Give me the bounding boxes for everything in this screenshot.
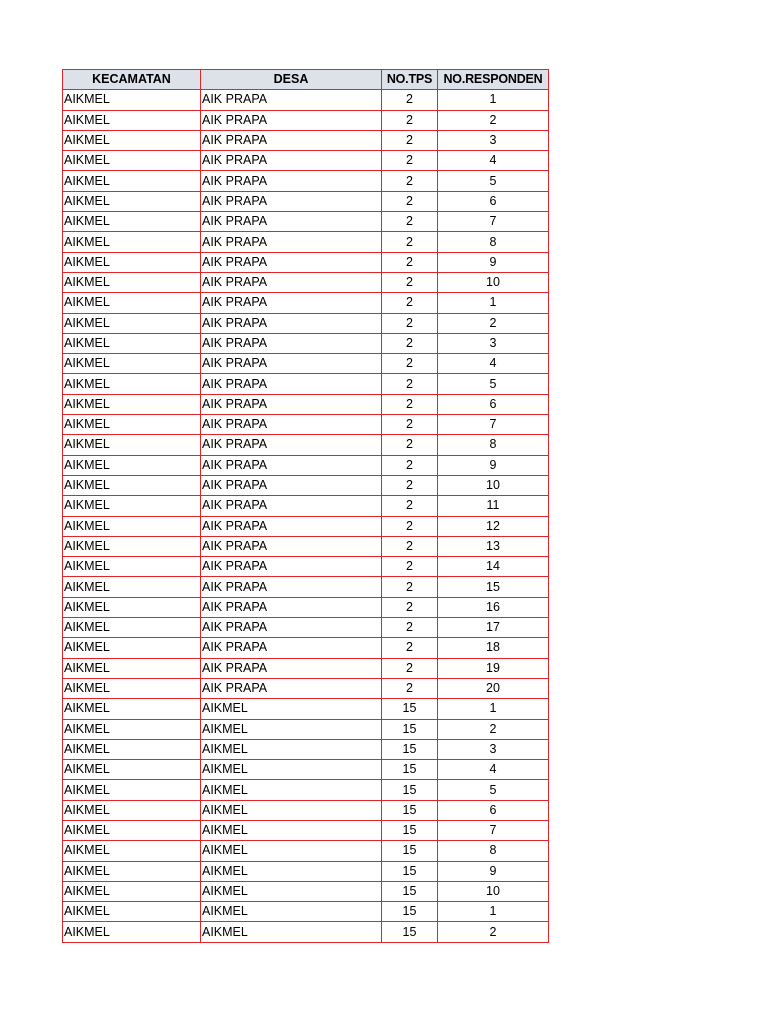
table-row	[63, 191, 549, 211]
cell-desa[interactable]: AIKMEL	[201, 760, 382, 780]
cell-kecamatan[interactable]: AIKMEL	[63, 902, 201, 922]
cell-no-responden[interactable]: 16	[438, 597, 549, 617]
cell-no-responden[interactable]: 9	[438, 455, 549, 475]
cell-no-responden[interactable]: 9	[438, 252, 549, 272]
cell-desa[interactable]: AIK PRAPA	[201, 90, 382, 110]
table-row	[63, 130, 549, 150]
cell-kecamatan[interactable]: AIKMEL	[63, 719, 201, 739]
table-row	[63, 536, 549, 556]
cell-desa[interactable]: AIK PRAPA	[201, 475, 382, 495]
cell-desa[interactable]: AIKMEL	[201, 699, 382, 719]
table-row	[63, 415, 549, 435]
cell-no-tps[interactable]: 15	[382, 719, 438, 739]
cell-kecamatan[interactable]: AIKMEL	[63, 354, 201, 374]
cell-no-tps[interactable]: 2	[382, 658, 438, 678]
cell-no-tps[interactable]: 15	[382, 902, 438, 922]
cell-no-responden[interactable]: 7	[438, 212, 549, 232]
cell-no-responden[interactable]: 5	[438, 780, 549, 800]
cell-kecamatan[interactable]: AIKMEL	[63, 455, 201, 475]
cell-no-tps[interactable]: 2	[382, 618, 438, 638]
cell-kecamatan[interactable]: AIKMEL	[63, 293, 201, 313]
cell-no-tps[interactable]: 2	[382, 475, 438, 495]
table-row	[63, 252, 549, 272]
cell-no-tps[interactable]: 15	[382, 760, 438, 780]
spreadsheet-page	[62, 69, 549, 943]
cell-kecamatan[interactable]: AIKMEL	[63, 800, 201, 820]
cell-no-responden[interactable]: 10	[438, 881, 549, 901]
cell-desa[interactable]: AIKMEL	[201, 719, 382, 739]
cell-kecamatan[interactable]: AIKMEL	[63, 658, 201, 678]
cell-no-tps[interactable]: 2	[382, 110, 438, 130]
cell-desa[interactable]: AIKMEL	[201, 902, 382, 922]
cell-no-responden[interactable]: 10	[438, 272, 549, 292]
cell-kecamatan[interactable]: AIKMEL	[63, 272, 201, 292]
table-row	[63, 455, 549, 475]
cell-kecamatan[interactable]: AIKMEL	[63, 577, 201, 597]
cell-no-responden[interactable]: 9	[438, 861, 549, 881]
cell-desa[interactable]: AIK PRAPA	[201, 638, 382, 658]
table-row	[63, 90, 549, 110]
cell-desa[interactable]: AIK PRAPA	[201, 212, 382, 232]
cell-no-tps[interactable]: 2	[382, 354, 438, 374]
table-row	[63, 475, 549, 495]
cell-kecamatan[interactable]: AIKMEL	[63, 881, 201, 901]
table-row	[63, 760, 549, 780]
table-row	[63, 333, 549, 353]
cell-kecamatan[interactable]: AIKMEL	[63, 861, 201, 881]
cell-no-responden[interactable]: 20	[438, 678, 549, 698]
cell-no-tps[interactable]: 15	[382, 780, 438, 800]
cell-no-tps[interactable]: 2	[382, 496, 438, 516]
cell-desa[interactable]: AIK PRAPA	[201, 354, 382, 374]
cell-kecamatan[interactable]: AIKMEL	[63, 496, 201, 516]
table-row	[63, 800, 549, 820]
cell-no-tps[interactable]: 2	[382, 374, 438, 394]
cell-kecamatan[interactable]: AIKMEL	[63, 212, 201, 232]
header-kecamatan: KECAMATAN	[63, 70, 201, 90]
cell-no-responden[interactable]: 3	[438, 333, 549, 353]
table-row	[63, 922, 549, 942]
cell-no-tps[interactable]: 15	[382, 861, 438, 881]
cell-desa[interactable]: AIK PRAPA	[201, 110, 382, 130]
cell-desa[interactable]: AIK PRAPA	[201, 232, 382, 252]
header-no-tps: NO.TPS	[382, 70, 438, 90]
cell-no-tps[interactable]: 2	[382, 536, 438, 556]
cell-kecamatan[interactable]: AIKMEL	[63, 90, 201, 110]
cell-no-responden[interactable]: 7	[438, 820, 549, 840]
table-row	[63, 780, 549, 800]
cell-no-tps[interactable]: 2	[382, 90, 438, 110]
cell-kecamatan[interactable]: AIKMEL	[63, 638, 201, 658]
cell-desa[interactable]: AIK PRAPA	[201, 678, 382, 698]
cell-kecamatan[interactable]: AIKMEL	[63, 618, 201, 638]
cell-no-tps[interactable]: 2	[382, 171, 438, 191]
cell-no-tps[interactable]: 2	[382, 678, 438, 698]
cell-desa[interactable]: AIK PRAPA	[201, 435, 382, 455]
cell-desa[interactable]: AIK PRAPA	[201, 597, 382, 617]
cell-desa[interactable]: AIK PRAPA	[201, 415, 382, 435]
cell-no-responden[interactable]: 18	[438, 638, 549, 658]
cell-no-tps[interactable]: 2	[382, 516, 438, 536]
cell-desa[interactable]: AIKMEL	[201, 841, 382, 861]
cell-no-responden[interactable]: 2	[438, 719, 549, 739]
cell-no-responden[interactable]: 6	[438, 800, 549, 820]
cell-kecamatan[interactable]: AIKMEL	[63, 475, 201, 495]
cell-no-responden[interactable]: 8	[438, 841, 549, 861]
cell-kecamatan[interactable]: AIKMEL	[63, 841, 201, 861]
cell-no-responden[interactable]: 2	[438, 313, 549, 333]
cell-desa[interactable]: AIK PRAPA	[201, 496, 382, 516]
cell-no-responden[interactable]: 4	[438, 151, 549, 171]
table-row	[63, 597, 549, 617]
cell-no-responden[interactable]: 6	[438, 394, 549, 414]
cell-desa[interactable]: AIK PRAPA	[201, 313, 382, 333]
cell-kecamatan[interactable]: AIKMEL	[63, 699, 201, 719]
cell-desa[interactable]: AIK PRAPA	[201, 272, 382, 292]
cell-desa[interactable]: AIK PRAPA	[201, 191, 382, 211]
cell-kecamatan[interactable]: AIKMEL	[63, 678, 201, 698]
cell-kecamatan[interactable]: AIKMEL	[63, 516, 201, 536]
table-row	[63, 881, 549, 901]
cell-no-tps[interactable]: 15	[382, 841, 438, 861]
header-desa: DESA	[201, 70, 382, 90]
cell-no-tps[interactable]: 2	[382, 130, 438, 150]
cell-no-responden[interactable]: 3	[438, 739, 549, 759]
cell-no-responden[interactable]: 12	[438, 516, 549, 536]
table-row	[63, 394, 549, 414]
table-row	[63, 902, 549, 922]
cell-no-tps[interactable]: 2	[382, 435, 438, 455]
cell-no-tps[interactable]: 2	[382, 415, 438, 435]
cell-no-responden[interactable]: 2	[438, 922, 549, 942]
table-row	[63, 658, 549, 678]
cell-kecamatan[interactable]: AIKMEL	[63, 435, 201, 455]
cell-no-tps[interactable]: 2	[382, 455, 438, 475]
cell-no-responden[interactable]: 1	[438, 293, 549, 313]
cell-no-tps[interactable]: 2	[382, 212, 438, 232]
cell-desa[interactable]: AIKMEL	[201, 861, 382, 881]
table-row	[63, 699, 549, 719]
respondent-table	[62, 69, 549, 943]
table-row	[63, 496, 549, 516]
cell-kecamatan[interactable]: AIKMEL	[63, 151, 201, 171]
cell-desa[interactable]: AIKMEL	[201, 820, 382, 840]
cell-desa[interactable]: AIK PRAPA	[201, 455, 382, 475]
cell-kecamatan[interactable]: AIKMEL	[63, 191, 201, 211]
cell-kecamatan[interactable]: AIKMEL	[63, 130, 201, 150]
cell-desa[interactable]: AIK PRAPA	[201, 333, 382, 353]
cell-kecamatan[interactable]: AIKMEL	[63, 313, 201, 333]
cell-no-tps[interactable]: 2	[382, 597, 438, 617]
header-row	[63, 70, 549, 90]
table-row	[63, 110, 549, 130]
cell-kecamatan[interactable]: AIKMEL	[63, 536, 201, 556]
cell-no-tps[interactable]: 15	[382, 800, 438, 820]
cell-desa[interactable]: AIK PRAPA	[201, 618, 382, 638]
table-row	[63, 841, 549, 861]
table-body	[63, 90, 549, 942]
cell-kecamatan[interactable]: AIKMEL	[63, 780, 201, 800]
cell-no-tps[interactable]: 2	[382, 577, 438, 597]
table-row	[63, 516, 549, 536]
table-row	[63, 354, 549, 374]
table-row	[63, 557, 549, 577]
table-row	[63, 171, 549, 191]
cell-no-tps[interactable]: 2	[382, 272, 438, 292]
cell-no-tps[interactable]: 2	[382, 557, 438, 577]
cell-no-tps[interactable]: 2	[382, 151, 438, 171]
cell-no-responden[interactable]: 1	[438, 90, 549, 110]
cell-desa[interactable]: AIK PRAPA	[201, 536, 382, 556]
cell-kecamatan[interactable]: AIKMEL	[63, 374, 201, 394]
cell-no-tps[interactable]: 2	[382, 313, 438, 333]
cell-no-tps[interactable]: 15	[382, 881, 438, 901]
table-row	[63, 739, 549, 759]
cell-no-tps[interactable]: 15	[382, 820, 438, 840]
cell-desa[interactable]: AIKMEL	[201, 922, 382, 942]
cell-kecamatan[interactable]: AIKMEL	[63, 394, 201, 414]
cell-no-responden[interactable]: 13	[438, 536, 549, 556]
cell-no-responden[interactable]: 17	[438, 618, 549, 638]
cell-no-responden[interactable]: 5	[438, 374, 549, 394]
cell-kecamatan[interactable]: AIKMEL	[63, 739, 201, 759]
cell-desa[interactable]: AIK PRAPA	[201, 394, 382, 414]
cell-desa[interactable]: AIKMEL	[201, 780, 382, 800]
cell-no-responden[interactable]: 7	[438, 415, 549, 435]
cell-no-tps[interactable]: 15	[382, 699, 438, 719]
cell-no-tps[interactable]: 2	[382, 252, 438, 272]
cell-kecamatan[interactable]: AIKMEL	[63, 415, 201, 435]
cell-no-responden[interactable]: 8	[438, 232, 549, 252]
table-row	[63, 618, 549, 638]
cell-desa[interactable]: AIKMEL	[201, 881, 382, 901]
cell-desa[interactable]: AIK PRAPA	[201, 171, 382, 191]
cell-no-responden[interactable]: 1	[438, 902, 549, 922]
cell-desa[interactable]: AIKMEL	[201, 739, 382, 759]
table-row	[63, 638, 549, 658]
cell-kecamatan[interactable]: AIKMEL	[63, 171, 201, 191]
table-row	[63, 861, 549, 881]
cell-no-responden[interactable]: 4	[438, 354, 549, 374]
cell-kecamatan[interactable]: AIKMEL	[63, 760, 201, 780]
cell-no-responden[interactable]: 4	[438, 760, 549, 780]
cell-desa[interactable]: AIK PRAPA	[201, 252, 382, 272]
table-row	[63, 435, 549, 455]
table-row	[63, 293, 549, 313]
table-row	[63, 313, 549, 333]
cell-no-tps[interactable]: 2	[382, 333, 438, 353]
cell-no-tps[interactable]: 2	[382, 232, 438, 252]
cell-desa[interactable]: AIK PRAPA	[201, 293, 382, 313]
cell-no-tps[interactable]: 2	[382, 293, 438, 313]
header-no-responden: NO.RESPONDEN	[438, 70, 549, 90]
cell-no-tps[interactable]: 2	[382, 394, 438, 414]
cell-kecamatan[interactable]: AIKMEL	[63, 557, 201, 577]
cell-desa[interactable]: AIK PRAPA	[201, 516, 382, 536]
cell-kecamatan[interactable]: AIKMEL	[63, 252, 201, 272]
table-row	[63, 374, 549, 394]
table-row	[63, 272, 549, 292]
cell-kecamatan[interactable]: AIKMEL	[63, 232, 201, 252]
cell-kecamatan[interactable]: AIKMEL	[63, 820, 201, 840]
table-row	[63, 212, 549, 232]
cell-no-responden[interactable]: 15	[438, 577, 549, 597]
cell-no-responden[interactable]: 3	[438, 130, 549, 150]
cell-no-tps[interactable]: 15	[382, 922, 438, 942]
cell-no-responden[interactable]: 6	[438, 191, 549, 211]
table-row	[63, 232, 549, 252]
cell-no-responden[interactable]: 5	[438, 171, 549, 191]
table-row	[63, 820, 549, 840]
cell-no-responden[interactable]: 11	[438, 496, 549, 516]
cell-no-responden[interactable]: 10	[438, 475, 549, 495]
cell-kecamatan[interactable]: AIKMEL	[63, 597, 201, 617]
table-row	[63, 719, 549, 739]
cell-no-responden[interactable]: 1	[438, 699, 549, 719]
cell-no-responden[interactable]: 19	[438, 658, 549, 678]
cell-kecamatan[interactable]: AIKMEL	[63, 922, 201, 942]
cell-desa[interactable]: AIK PRAPA	[201, 557, 382, 577]
cell-no-responden[interactable]: 2	[438, 110, 549, 130]
cell-desa[interactable]: AIK PRAPA	[201, 151, 382, 171]
cell-no-responden[interactable]: 8	[438, 435, 549, 455]
cell-desa[interactable]: AIK PRAPA	[201, 658, 382, 678]
cell-no-tps[interactable]: 2	[382, 191, 438, 211]
cell-no-responden[interactable]: 14	[438, 557, 549, 577]
cell-kecamatan[interactable]: AIKMEL	[63, 110, 201, 130]
table-row	[63, 151, 549, 171]
cell-desa[interactable]: AIK PRAPA	[201, 374, 382, 394]
cell-desa[interactable]: AIK PRAPA	[201, 130, 382, 150]
cell-desa[interactable]: AIKMEL	[201, 800, 382, 820]
cell-no-tps[interactable]: 15	[382, 739, 438, 759]
cell-desa[interactable]: AIK PRAPA	[201, 577, 382, 597]
table-row	[63, 678, 549, 698]
cell-no-tps[interactable]: 2	[382, 638, 438, 658]
cell-kecamatan[interactable]: AIKMEL	[63, 333, 201, 353]
table-row	[63, 577, 549, 597]
